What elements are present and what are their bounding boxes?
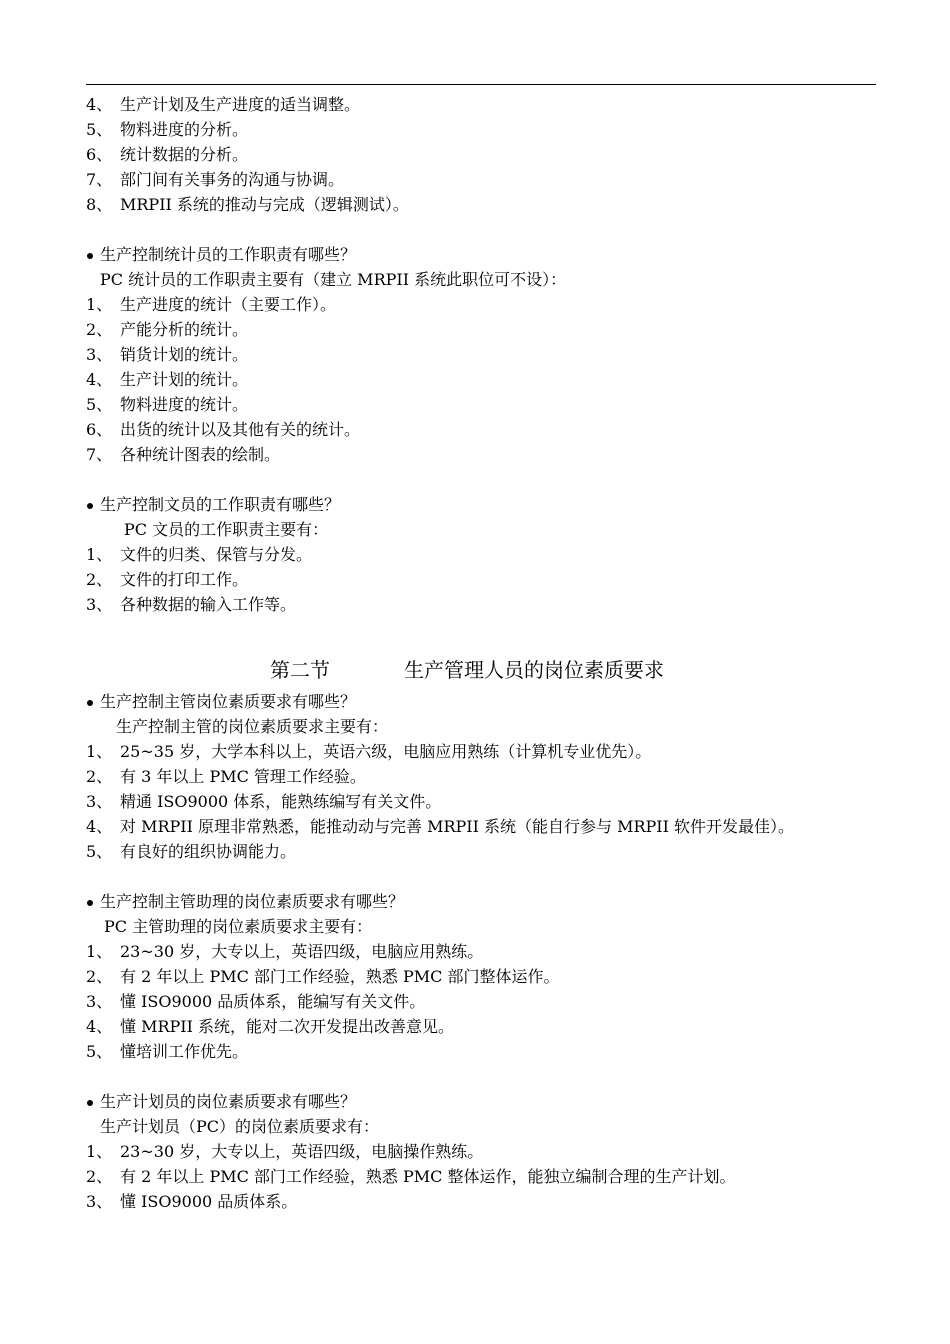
list-item: 5、 有良好的组织协调能力。 [86,842,297,861]
list-item: 5、 物料进度的统计。 [86,395,249,414]
intro-text: PC 统计员的工作职责主要有（建立 MRPII 系统此职位可不设）： [100,270,567,289]
question-heading: 生产控制统计员的工作职责有哪些？ [86,242,876,267]
list-item: 8、 MRPII 系统的推动与完成（逻辑测试）。 [86,195,409,214]
list-item: 7、 部门间有关事务的沟通与协调。 [86,170,345,189]
assistant-requirements [86,889,876,1064]
intro-text: 生产计划员（PC）的岗位素质要求有： [100,1117,380,1136]
intro-text: PC 文员的工作职责主要有： [124,520,329,539]
question-heading: 生产控制文员的工作职责有哪些？ [86,492,876,517]
intro-text: PC 主管助理的岗位素质要求主要有： [104,917,373,936]
list-item: 4、 对 MRPII 原理非常熟悉，能推动动与完善 MRPII 系统（能自行参与 MRPII 软件开发最佳）。 [86,817,795,836]
list-item: 6、 统计数据的分析。 [86,145,249,164]
planner-requirements [86,1089,876,1214]
section-heading: 第二节 生产管理人员的岗位素质要求 [270,658,664,682]
clerk-duties [86,492,876,617]
list-item: 2、 有 2 年以上 PMC 部门工作经验，熟悉 PMC 部门整体运作。 [86,967,560,986]
spacer [86,617,876,655]
list-item: 6、 出货的统计以及其他有关的统计。 [86,420,361,439]
list-item: 4、 生产计划的统计。 [86,370,249,389]
bullet-icon [87,900,93,906]
spacer [86,217,876,242]
spacer [86,467,876,492]
list-item: 3、 精通 ISO9000 体系，能熟练编写有关文件。 [86,792,442,811]
question-heading: 生产控制主管岗位素质要求有哪些？ [86,689,876,714]
list-item: 3、 懂 ISO9000 品质体系，能编写有关文件。 [86,992,426,1011]
bullet-icon [87,700,93,706]
supervisor-requirements [86,689,876,864]
list-item: 5、 物料进度的分析。 [86,120,249,139]
list-item: 1、 23~30 岁，大专以上，英语四级，电脑应用熟练。 [86,942,484,961]
header-rule [86,84,876,85]
list-item: 1、 生产进度的统计（主要工作）。 [86,295,337,314]
spacer [86,1064,876,1089]
list-item: 7、 各种统计图表的绘制。 [86,445,281,464]
duty-list-continued [86,92,876,217]
question-heading: 生产控制主管助理的岗位素质要求有哪些？ [86,889,876,914]
intro-text: 生产控制主管的岗位素质要求主要有： [116,717,389,736]
bullet-icon [87,253,93,259]
list-item: 3、 销货计划的统计。 [86,345,249,364]
list-item: 4、 生产计划及生产进度的适当调整。 [86,95,361,114]
list-item: 2、 有 3 年以上 PMC 管理工作经验。 [86,767,366,786]
list-item: 2、 有 2 年以上 PMC 部门工作经验，熟悉 PMC 整体运作，能独立编制合理的生产计划。 [86,1167,736,1186]
list-item: 1、 文件的归类、保管与分发。 [86,545,313,564]
spacer [86,864,876,889]
list-item: 2、 产能分析的统计。 [86,320,249,339]
question-heading: 生产计划员的岗位素质要求有哪些？ [86,1089,876,1114]
list-item: 5、 懂培训工作优先。 [86,1042,249,1061]
list-item: 4、 懂 MRPII 系统，能对二次开发提出改善意见。 [86,1017,455,1036]
bullet-icon [87,503,93,509]
document-body [86,92,876,1214]
statistician-duties [86,242,876,467]
list-item: 3、 懂 ISO9000 品质体系。 [86,1192,298,1211]
list-item: 1、 25~35 岁，大学本科以上，英语六级，电脑应用熟练（计算机专业优先）。 [86,742,652,761]
bullet-icon [87,1100,93,1106]
list-item: 2、 文件的打印工作。 [86,570,249,589]
list-item: 3、 各种数据的输入工作等。 [86,595,297,614]
list-item: 1、 23~30 岁，大专以上，英语四级，电脑操作熟练。 [86,1142,484,1161]
